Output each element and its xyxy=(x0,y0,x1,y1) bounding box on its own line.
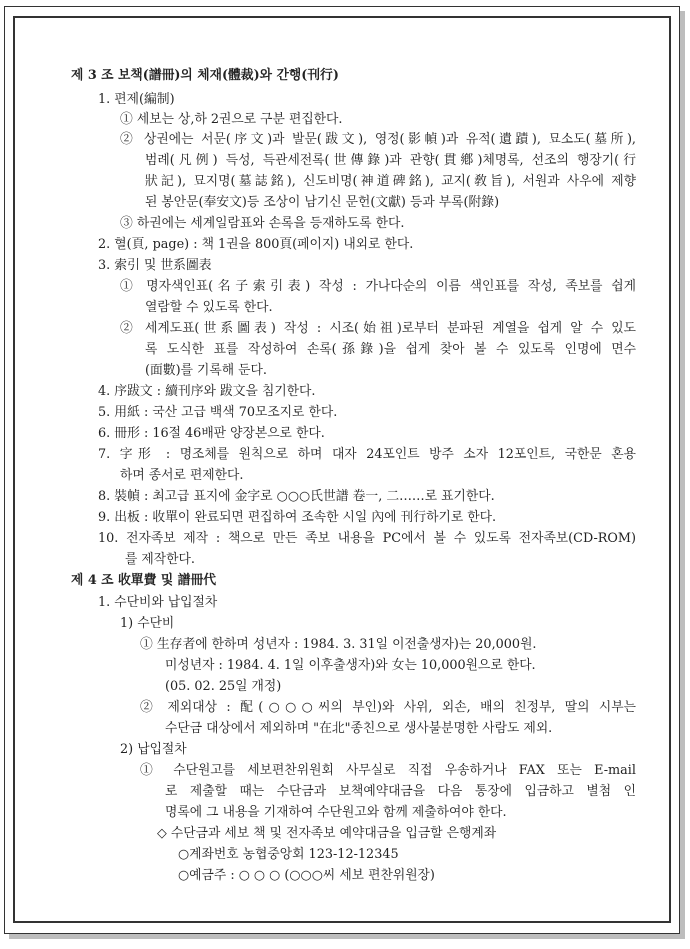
item-4-1-1-b-cont: 수단금 대상에서 제외하며 "在北"종친으로 생사불분명한 사람도 제외. xyxy=(165,721,553,736)
item-3-3-2: ② 세계도표(世系圖表) 작성 : 시조(始祖)로부터 분파된 계열을 쉽게 알 수 있도 xyxy=(120,321,636,336)
item-4-1-2-a: ① 수단원고를 세보편찬위원회 사무실로 직접 우송하거나 FAX 또는 E-mail xyxy=(140,763,636,778)
item-4-1-2-a-cont: 로 제출할 때는 수단금과 보책예약대금을 다음 통장에 입금하고 별첨 인 xyxy=(165,784,636,799)
item-3-1-2-cont: 狀記), 묘지명(墓誌銘), 신도비명(神道碑銘), 교지(敎旨), 서원과 사우에 제향 xyxy=(145,174,636,189)
item-4-1: 1. 수단비와 납입절차 xyxy=(98,595,218,610)
item-3-7-cont: 하며 종서로 편제한다. xyxy=(120,468,244,483)
item-4-1-1: 1) 수단비 xyxy=(120,616,175,631)
item-4-1-1-b: ② 제외대상 : 配(○○○씨의 부인)와 사위, 외손, 배의 친정부, 딸의 시부는 xyxy=(140,700,636,715)
item-3-9: 9. 出板 : 收單이 완료되면 편집하여 조속한 시일 內에 刊行하기로 한다. xyxy=(98,510,497,525)
item-3-1-2-cont: 범례(凡例) 득성, 득관세전록(世傳錄)과 관향(貫鄕)체명록, 선조의 행장기(行 xyxy=(145,153,636,168)
item-3-1-2: ② 상권에는 서문(序文)과 발문(跋文), 영정(影幀)과 유적(遺蹟), 묘소도(墓所), xyxy=(120,132,636,147)
article-4-title: 제 4 조 收單費 및 譜冊代 xyxy=(71,573,217,588)
bank-account-number: ○계좌번호 농협중앙회 123-12-12345 xyxy=(178,847,399,862)
item-3-6: 6. 冊形 : 16절 46배판 양장본으로 한다. xyxy=(98,426,325,441)
item-3-1-3: ③ 하권에는 세계일람표와 손록을 등재하도록 한다. xyxy=(120,216,405,231)
item-4-1-1-a: ① 生存者에 한하며 성년자 : 1984. 3. 31일 이전출생자)는 20,000원. xyxy=(140,637,537,652)
item-3-1-2-cont: 된 봉안문(奉安文)등 조상이 남기신 문헌(文獻) 등과 부록(附錄) xyxy=(145,195,500,210)
item-3-7: 7. 字形 : 명조체를 원칙으로 하며 대자 24포인트 방주 소자 12포인트, 국한문 혼용 xyxy=(98,447,636,462)
item-4-1-1-a-cont: (05. 02. 25일 개정) xyxy=(165,679,282,694)
article-3-title: 제 3 조 보책(譜冊)의 체재(體裁)와 간행(刊行) xyxy=(71,68,339,83)
item-3-4: 4. 序跋文 : 續刊序와 跋文을 침기한다. xyxy=(98,384,316,399)
item-3-3: 3. 索引 및 世系圖表 xyxy=(98,258,212,273)
item-3-3-2-cont: (面數)를 기록해 둔다. xyxy=(145,363,267,378)
item-3-2: 2. 혈(頁, page) : 책 1권을 800頁(페이지) 내외로 한다. xyxy=(98,237,414,252)
item-4-1-1-a-cont: 미성년자 : 1984. 4. 1일 이후출생자)와 女는 10,000원으로 한다. xyxy=(165,658,536,673)
bank-account-holder: ○예금주 : ○ ○ ○ (○○○씨 세보 편찬위원장) xyxy=(178,868,435,883)
item-3-3-1-cont: 열람할 수 있도록 한다. xyxy=(145,300,273,315)
item-4-1-2-a-cont: 명록에 그 내용을 기재하여 수단원고와 함께 제출하여야 한다. xyxy=(165,805,507,820)
item-3-3-1: ① 명자색인표(名子索引表) 작성 : 가나다순의 이름 색인표를 작성, 족보를 쉽게 xyxy=(120,279,636,294)
item-3-5: 5. 用紙 : 국산 고급 백색 70모조지로 한다. xyxy=(98,405,338,420)
item-3-1-1: ① 세보는 상,하 2권으로 구분 편집한다. xyxy=(120,112,343,127)
item-4-1-2: 2) 납입절차 xyxy=(120,742,187,757)
item-3-10: 10. 전자족보 제작 : 책으로 만든 족보 내용을 PC에서 볼 수 있도록 전자족보(CD-ROM) xyxy=(98,531,636,546)
item-3-10-cont: 를 제작한다. xyxy=(125,552,195,567)
item-3-8: 8. 裝幀 : 최고급 표지에 金字로 ○○○氏世譜 卷一, 二……로 표기한다. xyxy=(98,489,495,504)
bank-account-heading: ◇ 수단금과 세보 책 및 전자족보 예약대금을 입금할 은행계좌 xyxy=(157,826,497,841)
item-3-1: 1. 편제(編制) xyxy=(98,92,175,107)
item-3-3-2-cont: 록 도식한 표를 작성하여 손록(孫錄)을 쉽게 찾아 볼 수 있도록 인명에 면수 xyxy=(145,342,636,357)
